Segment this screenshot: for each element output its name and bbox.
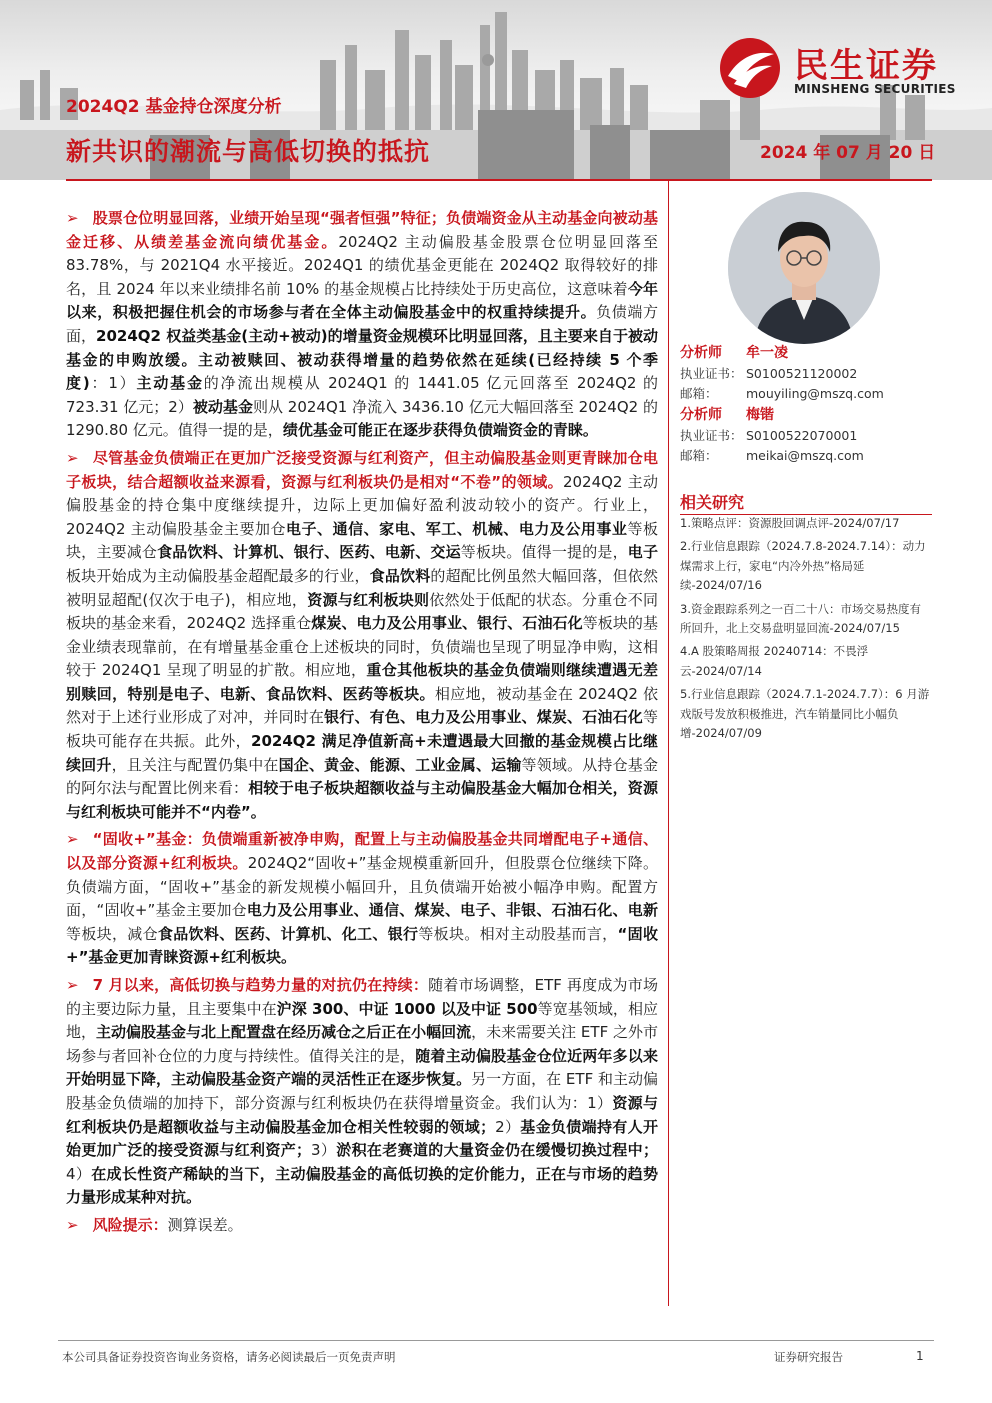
body-text: 则从 2024Q1 净流入 3436.10 亿元大幅回落至 2024Q2 的 1290.80 亿元。值得一提的是， [66,397,658,440]
cert-label: 执业证书： [680,428,743,443]
emphasis-text: 食品饮料、医药、计算机、化工、银行 [157,924,419,943]
emphasis-text: 主动偏股基金与北上配置盘在经历减仓之后正在小幅回流 [96,1023,472,1042]
emphasis-text: 主动基金 [136,374,204,393]
emphasis-text: 绩优基金可能正在逐步获得负债端资金的青睐。 [282,421,598,440]
brand-logo [718,36,968,106]
analyst-avatar [728,192,880,344]
cert-label: 执业证书： [680,366,743,381]
related-research-title: 相关研究 [680,493,745,512]
body-text: 2024Q2“固收+”基金规模重新回升，但股票仓位继续下降。负债端方面，“固收+”基金的新发规模小幅回升，且负债端开始被小幅净申购。配置方面，“固收+”基金主要加仓 [66,854,658,920]
emphasis-text: 基金负债端持有人开始更加广泛的接受资源与红利资产； [66,1117,658,1160]
body-text: ，且关注与配置仍集中在 [111,755,279,774]
key-point-heading: “固收+”基金：负债端重新被净申购，配置上与主动偏股基金共同增配电子+通信、以及部分资源+红利板块。 [66,830,658,873]
report-title: 新共识的潮流与高低切换的抵抗 [66,137,431,166]
email-label: 邮箱： [680,386,718,401]
key-point-heading: 股票仓位明显回落，业绩开始呈现“强者恒强”特征；负债端资金从主动基金向被动基金迁移、从绩差基金流向绩优基金。 [66,209,658,251]
body-text: 依然处于低配的状态。分重仓不同板块的基金来看，2024Q2 选择重仓 [66,590,658,633]
emphasis-text: 煤炭、电力及公用事业、银行、石油石化 [311,614,583,633]
emphasis-text: 食品饮料、计算机、银行、医药、电新、交运 [157,543,461,562]
key-point-heading: 7 月以来，高低切换与趋势力量的对抗仍在持续： [92,976,429,994]
emphasis-text: 电力及公用事业、通信、煤炭、电子、非银、石油石化、电新 [246,901,658,920]
email-label: 邮箱： [680,448,718,463]
analyst-photo-icon [728,192,880,344]
footer-divider [58,1340,934,1341]
body-text: 的净流出规模从 2024Q1 的 1441.05 亿元回落至 2024Q2 的 723.31 亿元；2） [66,374,659,416]
analyst-card [680,404,932,466]
related-item[interactable]: 2.行业信息跟踪（2024.7.8-2024.7.14）：动力煤需求上行，家电“内冷外热”格局延续-2024/07/16 [680,539,926,593]
analyst-name: 牟一凌 [746,345,788,361]
emphasis-text: 食品饮料 [369,566,431,585]
bullet-arrow-icon: ➢ [66,448,79,467]
emphasis-text: 淤积在老赛道的大量资金仍在缓慢切换过程中； [336,1141,658,1160]
analyst-card [680,342,932,404]
analyst-email[interactable]: meikai@mszq.com [746,448,864,463]
related-research-list [680,514,932,747]
emphasis-text: “固收+”基金更加青睐资源+红利板块。 [66,924,658,967]
analyst-list [680,342,932,466]
related-item[interactable]: 3.资金跟踪系列之一百二十八：市场交易热度有所回升，北上交易盘明显回流-2024/07/15 [680,601,921,636]
emphasis-text: 电子、通信、家电、军工、机械、电力及公用事业 [286,519,628,538]
summary-paragraph [66,207,658,443]
emphasis-text: 2024Q2 满足净值新高+未遭遇最大回撤的基金规模占比继续回升 [66,732,658,774]
footer-disclaimer: 本公司具备证券投资咨询业务资格，请务必阅读最后一页免责声明 [62,1350,396,1364]
body-text: 等宽基领域，相应地， [66,999,658,1042]
body-text: 2） [495,1117,521,1136]
emphasis-text: 被动基金 [192,397,253,416]
related-item[interactable]: 4.A 股策略周报 20240714：不畏浮云-2024/07/14 [680,644,869,678]
header-banner [0,0,992,180]
emphasis-text: 银行、有色、电力及公用事业、煤炭、石油石化 [324,708,643,727]
summary-body [66,207,658,1242]
body-text: 等板块可能存在共振。此外， [66,708,658,751]
summary-paragraph [66,447,658,825]
cert-number: S0100522070001 [746,428,858,443]
key-point-heading: 风险提示： [92,1215,168,1234]
body-text: 另一方面，在 ETF 和主动偏股基金负债端的加持下，部分资源与红利板块仍在获得增量资金。我们认为：1） [66,1070,658,1112]
body-text: 2024Q2 主动偏股基金股票仓位明显回落至 83.78%，与 2021Q4 水平接近。2024Q1 的绩优基金更能在 2024Q2 取得较好的排名，且 2024 年以来业绩排名前 10% 的基金规模占比持续处于历史高位，这意味着 [66,232,658,298]
related-item[interactable]: 5.行业信息跟踪（2024.7.1-2024.7.7）：6 月游戏版号发放积极推进，汽车销量同比小幅负增-2024/07/09 [680,687,930,741]
body-text: 的超配比例虽然大幅回落，但依然被明显超配(仅次于电子)，相应地， [66,566,658,609]
emphasis-text: 在成长性资产稀缺的当下，主动偏股基金的高低切换的定价能力，正在与市场的趋势力量形成某种对抗。 [66,1164,658,1207]
emphasis-text: 电子 [627,543,658,562]
body-text: 等板块。相对主动股基而言， [418,924,618,943]
bullet-arrow-icon: ➢ [66,830,79,849]
body-text: 随着市场调整，ETF 再度成为市场的主要边际力量，且主要集中在 [66,976,658,1018]
emphasis-text: 相较于电子板块超额收益与主动偏股基金大幅加仓相关，资源与红利板块可能并不“内卷”。 [66,779,658,821]
body-text: 等领域。从持仓基金的阿尔法与配置比例来看： [66,755,658,798]
emphasis-text: 今年以来，积极把握住机会的市场参与者在全体主动偏股基金中的权重持续提升。 [66,279,658,322]
body-text: 负债端方面， [66,303,658,345]
report-date: 2024 年 07 月 20 日 [760,143,936,163]
brand-name-en: MINSHENG SECURITIES [794,82,956,96]
emphasis-text: 国企、黄金、能源、工业金属、运输 [278,755,522,774]
body-text: 相应地，被动基金在 2024Q2 依然对于上述行业形成了对冲，并同时在 [66,684,658,727]
analyst-name: 梅锴 [746,407,774,423]
emphasis-text: 重仓其他板块的基金负债端则继续遭遇无差别赎回，特别是电子、电新、食品饮料、医药等板块。 [66,661,658,703]
emphasis-text: 2024Q2 权益类基金(主动+被动)的增量资金规模环比明显回落，且主要来自于被动基金的申购放缓。主动被赎回、被动获得增量的趋势依然在延续(已经持续 5 个季度) [66,326,658,393]
footer-label: 证券研究报告 [774,1350,843,1364]
cert-number: S0100521120002 [746,366,858,381]
key-point-heading: 尽管基金负债端正在更加广泛接受资源与红利资产，但主动偏股基金则更青睐加仓电子板块，结合超额收益来源看，资源与红利板块仍是相对“不卷”的领域。 [66,448,658,491]
body-text: ，未来需要关注 ETF 之外市场参与者回补仓位的力度与持续性。值得关注的是， [66,1023,658,1065]
brand-name-cn: 民生证券 [794,46,938,86]
summary-paragraph [66,1214,658,1238]
body-text: 等板块，减仓 [66,924,158,943]
body-text: 等板块，主要减仓 [66,519,658,562]
emphasis-text: 沪深 300、中证 1000 以及中证 500 [276,999,538,1018]
related-item[interactable]: 1.策略点评：资源股回调点评-2024/07/17 [680,516,900,530]
body-text: 3） [311,1141,337,1160]
emphasis-text: 随着主动偏股基金仓位近两年多以来开始明显下降，主动偏股基金资产端的灵活性正在逐步恢复。 [66,1046,658,1089]
bullet-arrow-icon: ➢ [66,1215,79,1234]
emphasis-text: 资源与红利板块则 [307,590,430,609]
body-text: 等板块。值得一提的是， [460,543,628,562]
summary-paragraph [66,828,658,970]
analyst-email[interactable]: mouyiling@mszq.com [746,386,884,401]
header-divider [66,179,932,181]
body-text: 4） [66,1164,92,1183]
body-text: 测算误差。 [167,1215,243,1234]
report-subtitle: 2024Q2 基金持仓深度分析 [66,97,282,117]
body-text: 等板块的基金业绩表现靠前，在有增量基金重仓上述板块的同时，负债端也呈现了明显净申购，这相较于 2024Q1 呈现了明显的扩散。相应地， [66,614,658,680]
summary-paragraph [66,974,658,1210]
minsheng-logo-icon [718,36,782,100]
body-text: 2024Q2 主动偏股基金的持仓集中度继续提升，边际上更加偏好盈利波动较小的资产。行业上，2024Q2 主动偏股基金主要加仓 [66,472,658,538]
analyst-role: 分析师 [680,407,722,423]
bullet-arrow-icon: ➢ [66,976,79,994]
body-text: 板块开始成为主动偏股基金超配最多的行业， [66,566,370,585]
body-text: ：1） [89,374,137,393]
column-divider [668,181,669,1306]
bullet-arrow-icon: ➢ [66,209,79,227]
page-number: 1 [916,1349,924,1363]
emphasis-text: 资源与红利板块仍是超额收益与主动偏股基金加仓相关性较弱的领域； [66,1093,658,1136]
analyst-role: 分析师 [680,345,722,361]
